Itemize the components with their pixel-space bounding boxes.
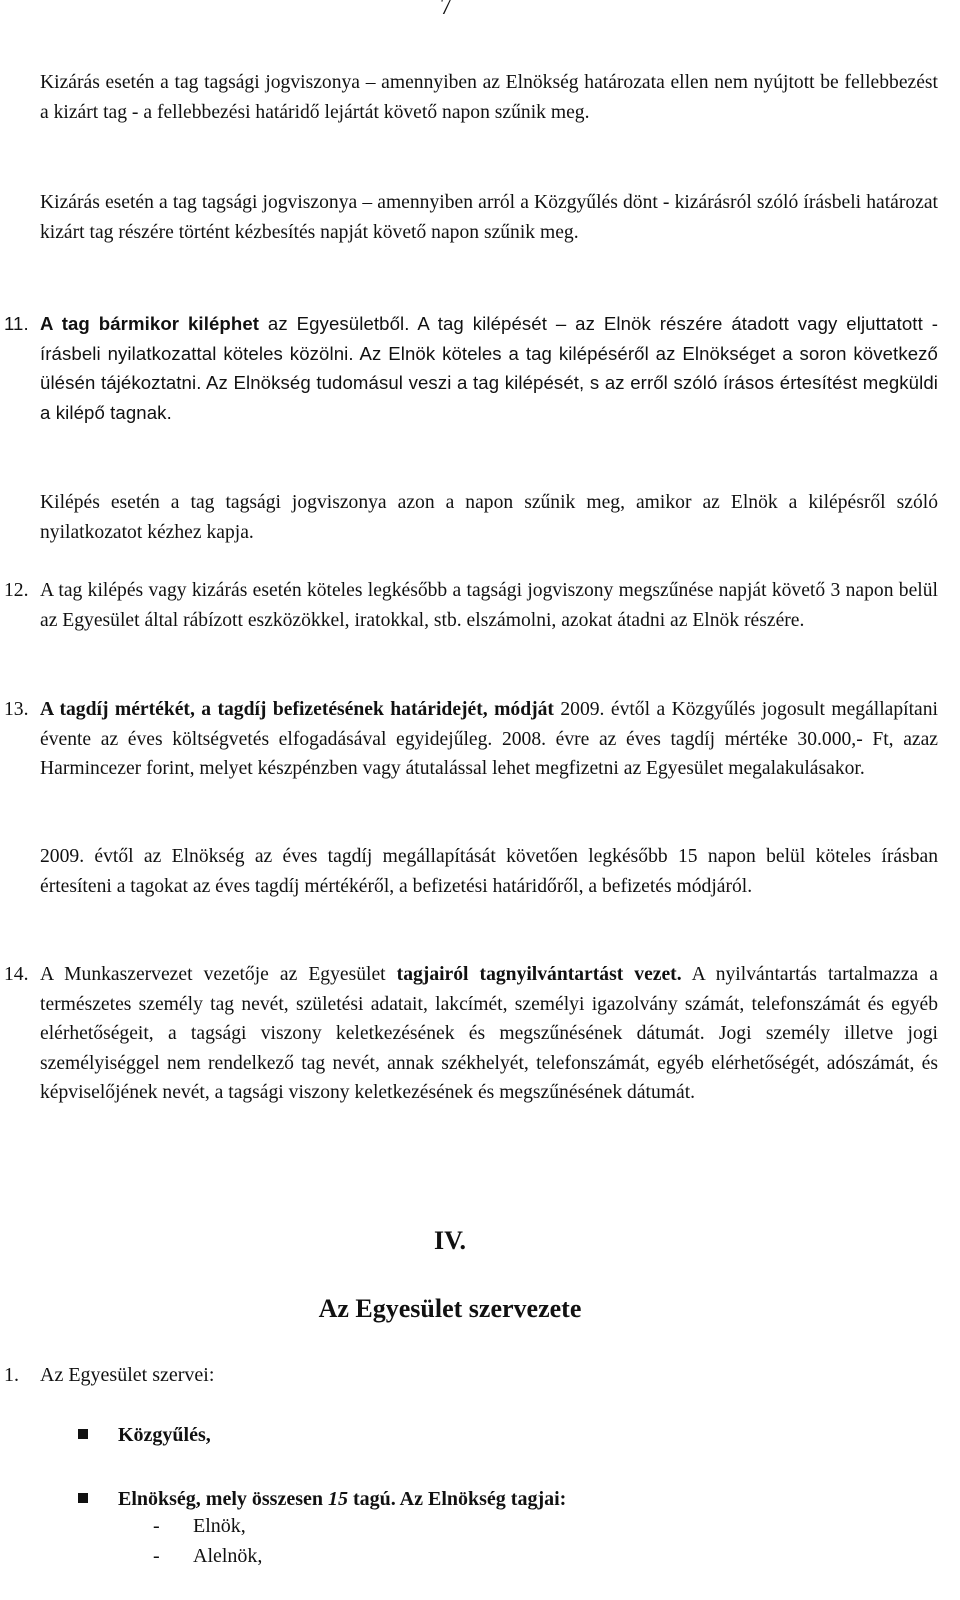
item-number: 13. xyxy=(4,699,29,720)
paragraph-exclusion-board: Kizárás esetén a tag tagsági jogviszonya – amennyiben az Elnökség határozata ellen nem nyújtott be fellebbezést a kizárt tag - a fellebbezési határidő lejártát követő napon szűnik meg. xyxy=(40,72,938,123)
organs-heading-text: Az Egyesület szervei: xyxy=(40,1364,215,1386)
paragraph-exclusion-assembly: Kizárás esetén a tag tagsági jogviszonya – amennyiben arról a Közgyűlés dönt - kizárásról szóló írásbeli határozat kizárt tag részére történt kézbesítés napját követő napon szűnik meg. xyxy=(40,192,938,243)
organs-heading xyxy=(4,1360,214,1390)
item-body xyxy=(40,309,938,427)
bullet-text-pre: Elnökség, mely összesen xyxy=(118,1488,328,1510)
item-text: 2009. évtől a Közgyűlés jogosult megállapítani évente az éves költségvetés elfogadásával egyidejűleg. 2008. évre az éves tagdíj mértéke 30.000,- Ft, azaz Harmincezer forint, melyet készpénzben vagy átutalással lehet megfizetni az Egyesület megalakulásakor. xyxy=(40,699,938,780)
item-body xyxy=(40,960,938,1108)
paragraph-resignation-effect: Kilépés esetén a tag tagsági jogviszonya azon a napon szűnik meg, amikor az Elnök a kilépésről szóló nyilatkozatot kézhez kapja. xyxy=(40,492,938,543)
page-number: 7 xyxy=(440,0,452,20)
item-text-pre: A Munkaszervezet vezetője az Egyesület xyxy=(40,964,397,985)
item-bold-lead: A tagdíj mértékét, a tagdíj befizetésének határidejét, módját xyxy=(40,699,554,720)
item-text: az Egyesületből. A tag kilépését – az Elnök részére átadott vagy eljuttatott - írásbeli nyilatkozattal köteles közölni. Az Elnök köteles a tag kilépéséről az Elnökséget a soron következő ülésén tájékoztatni. Az Elnökség tudomásul veszi a tag kilépését, s az erről szóló írásos értesítést megküldi a kilépő tagnak. xyxy=(40,313,938,423)
item-bold-lead: A tag bármikor kiléphet xyxy=(40,313,260,334)
paragraph-fee-notification: 2009. évtől az Elnökség az éves tagdíj megállapítását követően legkésőbb 15 napon belül köteles írásban értesíteni a tagokat az éves tagdíj mértékéről, a befizetési határidőről, a befizetés módjáról. xyxy=(40,846,938,897)
item-bold-phrase: tagjairól tagnyilvántartást vezet. xyxy=(396,964,682,985)
item-text: A nyilvántartás tartalmazza a természetes személy tag nevét, születési adatait, lakcímét, személyi igazolvány számát, telefonszámát és egyéb elérhetőségeit, a tagsági viszony keletkezésének és megszűnésének dátumát. Jogi személy illetve jogi személyiséggel nem rendelkező tag nevét, annak székhelyét, telefonszámát, egyéb elérhetőségét, adószámát, és képviselőjének nevét, a tagsági viszony keletkezésének és megszűnésének dátumát. xyxy=(40,964,938,1104)
item-body xyxy=(40,695,938,784)
item-number: 12. xyxy=(4,580,29,601)
bullet-text xyxy=(118,1484,566,1514)
bullet-text-post: tagú. Az Elnökség tagjai: xyxy=(348,1488,567,1510)
board-member-count: 15 xyxy=(328,1488,348,1510)
square-bullet-icon xyxy=(78,1493,88,1503)
list-item-text: Elnök, xyxy=(193,1515,246,1537)
list-item-text: Alelnök, xyxy=(193,1545,263,1567)
dash-marker: - xyxy=(153,1515,160,1537)
organs-number: 1. xyxy=(4,1364,19,1386)
list-item xyxy=(153,1541,262,1571)
item-number: 14. xyxy=(4,964,29,985)
square-bullet-icon xyxy=(78,1429,88,1439)
item-text: A tag kilépés vagy kizárás esetén köteles legkésőbb a tagsági jogviszony megszűnése napját követő 3 napon belül az Egyesület által rábízott eszközökkel, iratokkal, stb. elszámolni, azokat átadni az Elnök részére. xyxy=(40,580,938,631)
item-number: 11. xyxy=(4,313,29,334)
dash-marker: - xyxy=(153,1545,160,1567)
section-numeral: IV. xyxy=(433,1226,467,1255)
list-item xyxy=(153,1511,246,1541)
bullet-text: Közgyűlés, xyxy=(118,1424,211,1446)
section-title: Az Egyesület szervezete xyxy=(318,1294,582,1323)
